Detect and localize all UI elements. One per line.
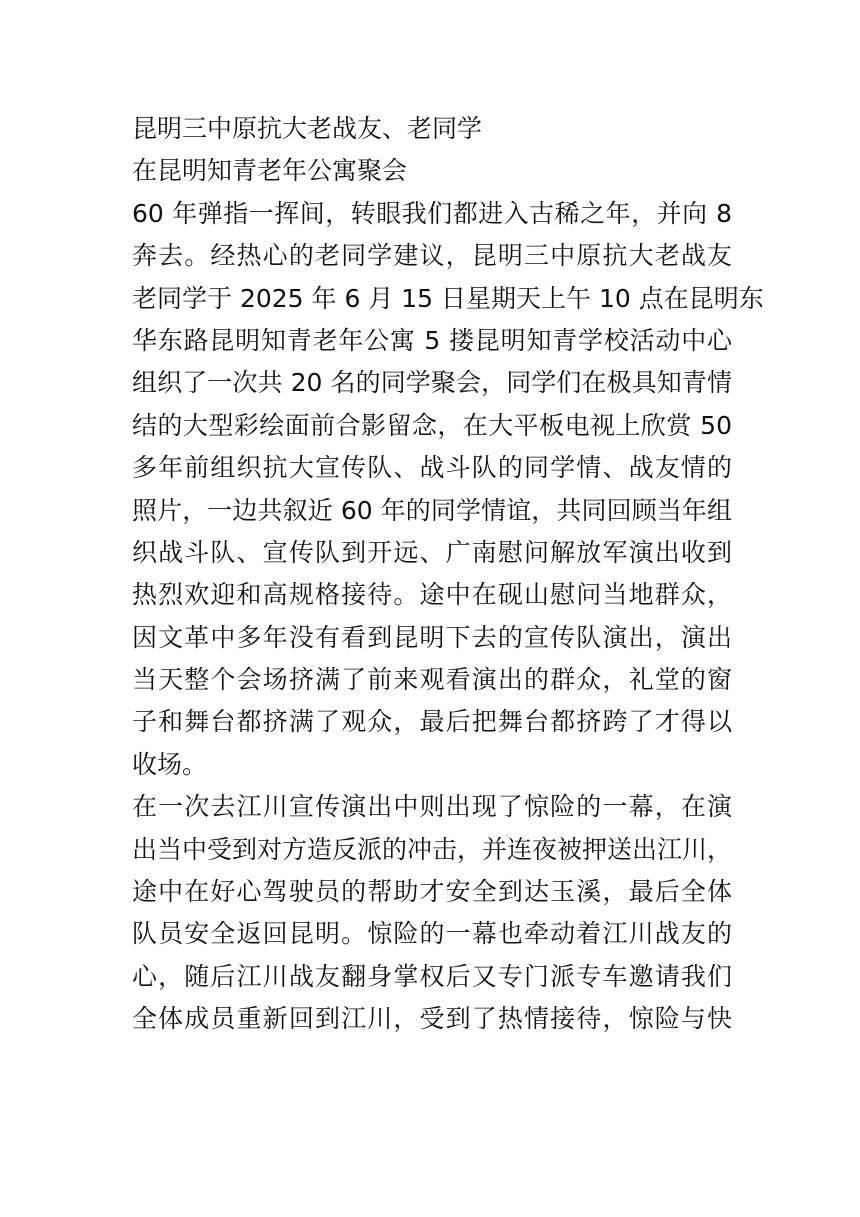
paragraph-1-line: 奔去。经热心的老同学建议，昆明三中原抗大老战友: [132, 241, 732, 271]
title-line-1: 昆明三中原抗大老战友、老同学: [132, 114, 483, 143]
paragraph-2: [132, 786, 732, 1040]
document-title: [132, 108, 732, 193]
paragraph-1-line: 子和舞台都挤满了观众，最后把舞台都挤跨了才得以: [132, 707, 732, 737]
paragraph-2-line: 在一次去江川宣传演出中则出现了惊险的一幕，在演: [132, 792, 732, 822]
paragraph-1: [132, 193, 764, 786]
paragraph-1-line: 照片，一边共叙近 60 年的同学情谊，共同回顾当年组: [132, 495, 732, 525]
paragraph-1-line: 热烈欢迎和高规格接待。途中在砚山慰问当地群众，: [132, 580, 732, 610]
paragraph-1-line: 结的大型彩绘面前合影留念，在大平板电视上欣赏 50: [132, 410, 732, 440]
paragraph-1-line: 60 年弹指一挥间，转眼我们都进入古稀之年，并向 8: [132, 198, 732, 228]
paragraph-2-line: 出当中受到对方造反派的冲击，并连夜被押送出江川，: [132, 834, 733, 864]
paragraph-2-line: 心，随后江川战友翻身掌权后又专门派专车邀请我们: [132, 961, 732, 991]
paragraph-1-line: 当天整个会场挤满了前来观看演出的群众，礼堂的窗: [132, 665, 732, 695]
title-line-2: 在昆明知青老年公寓聚会: [132, 156, 408, 186]
paragraph-1-line: 多年前组织抗大宣传队、战斗队的同学情、战友情的: [132, 453, 732, 483]
paragraph-1-line: 收场。: [132, 749, 208, 779]
paragraph-1-line: 老同学于 2025 年 6 月 15 日星期天上午 10 点在昆明东: [132, 283, 764, 313]
paragraph-1-line: 因文革中多年没有看到昆明下去的宣传队演出，演出: [132, 622, 732, 652]
paragraph-2-line: 队员安全返回昆明。惊险的一幕也牵动着江川战友的: [132, 919, 732, 949]
paragraph-1-line: 华东路昆明知青老年公寓 5 搂昆明知青学校活动中心: [132, 325, 732, 355]
paragraph-1-line: 组织了一次共 20 名的同学聚会，同学们在极具知青情: [132, 368, 732, 398]
document-body: [132, 108, 764, 1041]
paragraph-2-line: 途中在好心驾驶员的帮助才安全到达玉溪，最后全体: [132, 877, 732, 907]
paragraph-1-line: 织战斗队、宣传队到开远、广南慰问解放军演出收到: [132, 537, 732, 567]
paragraph-2-line: 全体成员重新回到江川，受到了热情接待，惊险与快: [132, 1004, 732, 1034]
